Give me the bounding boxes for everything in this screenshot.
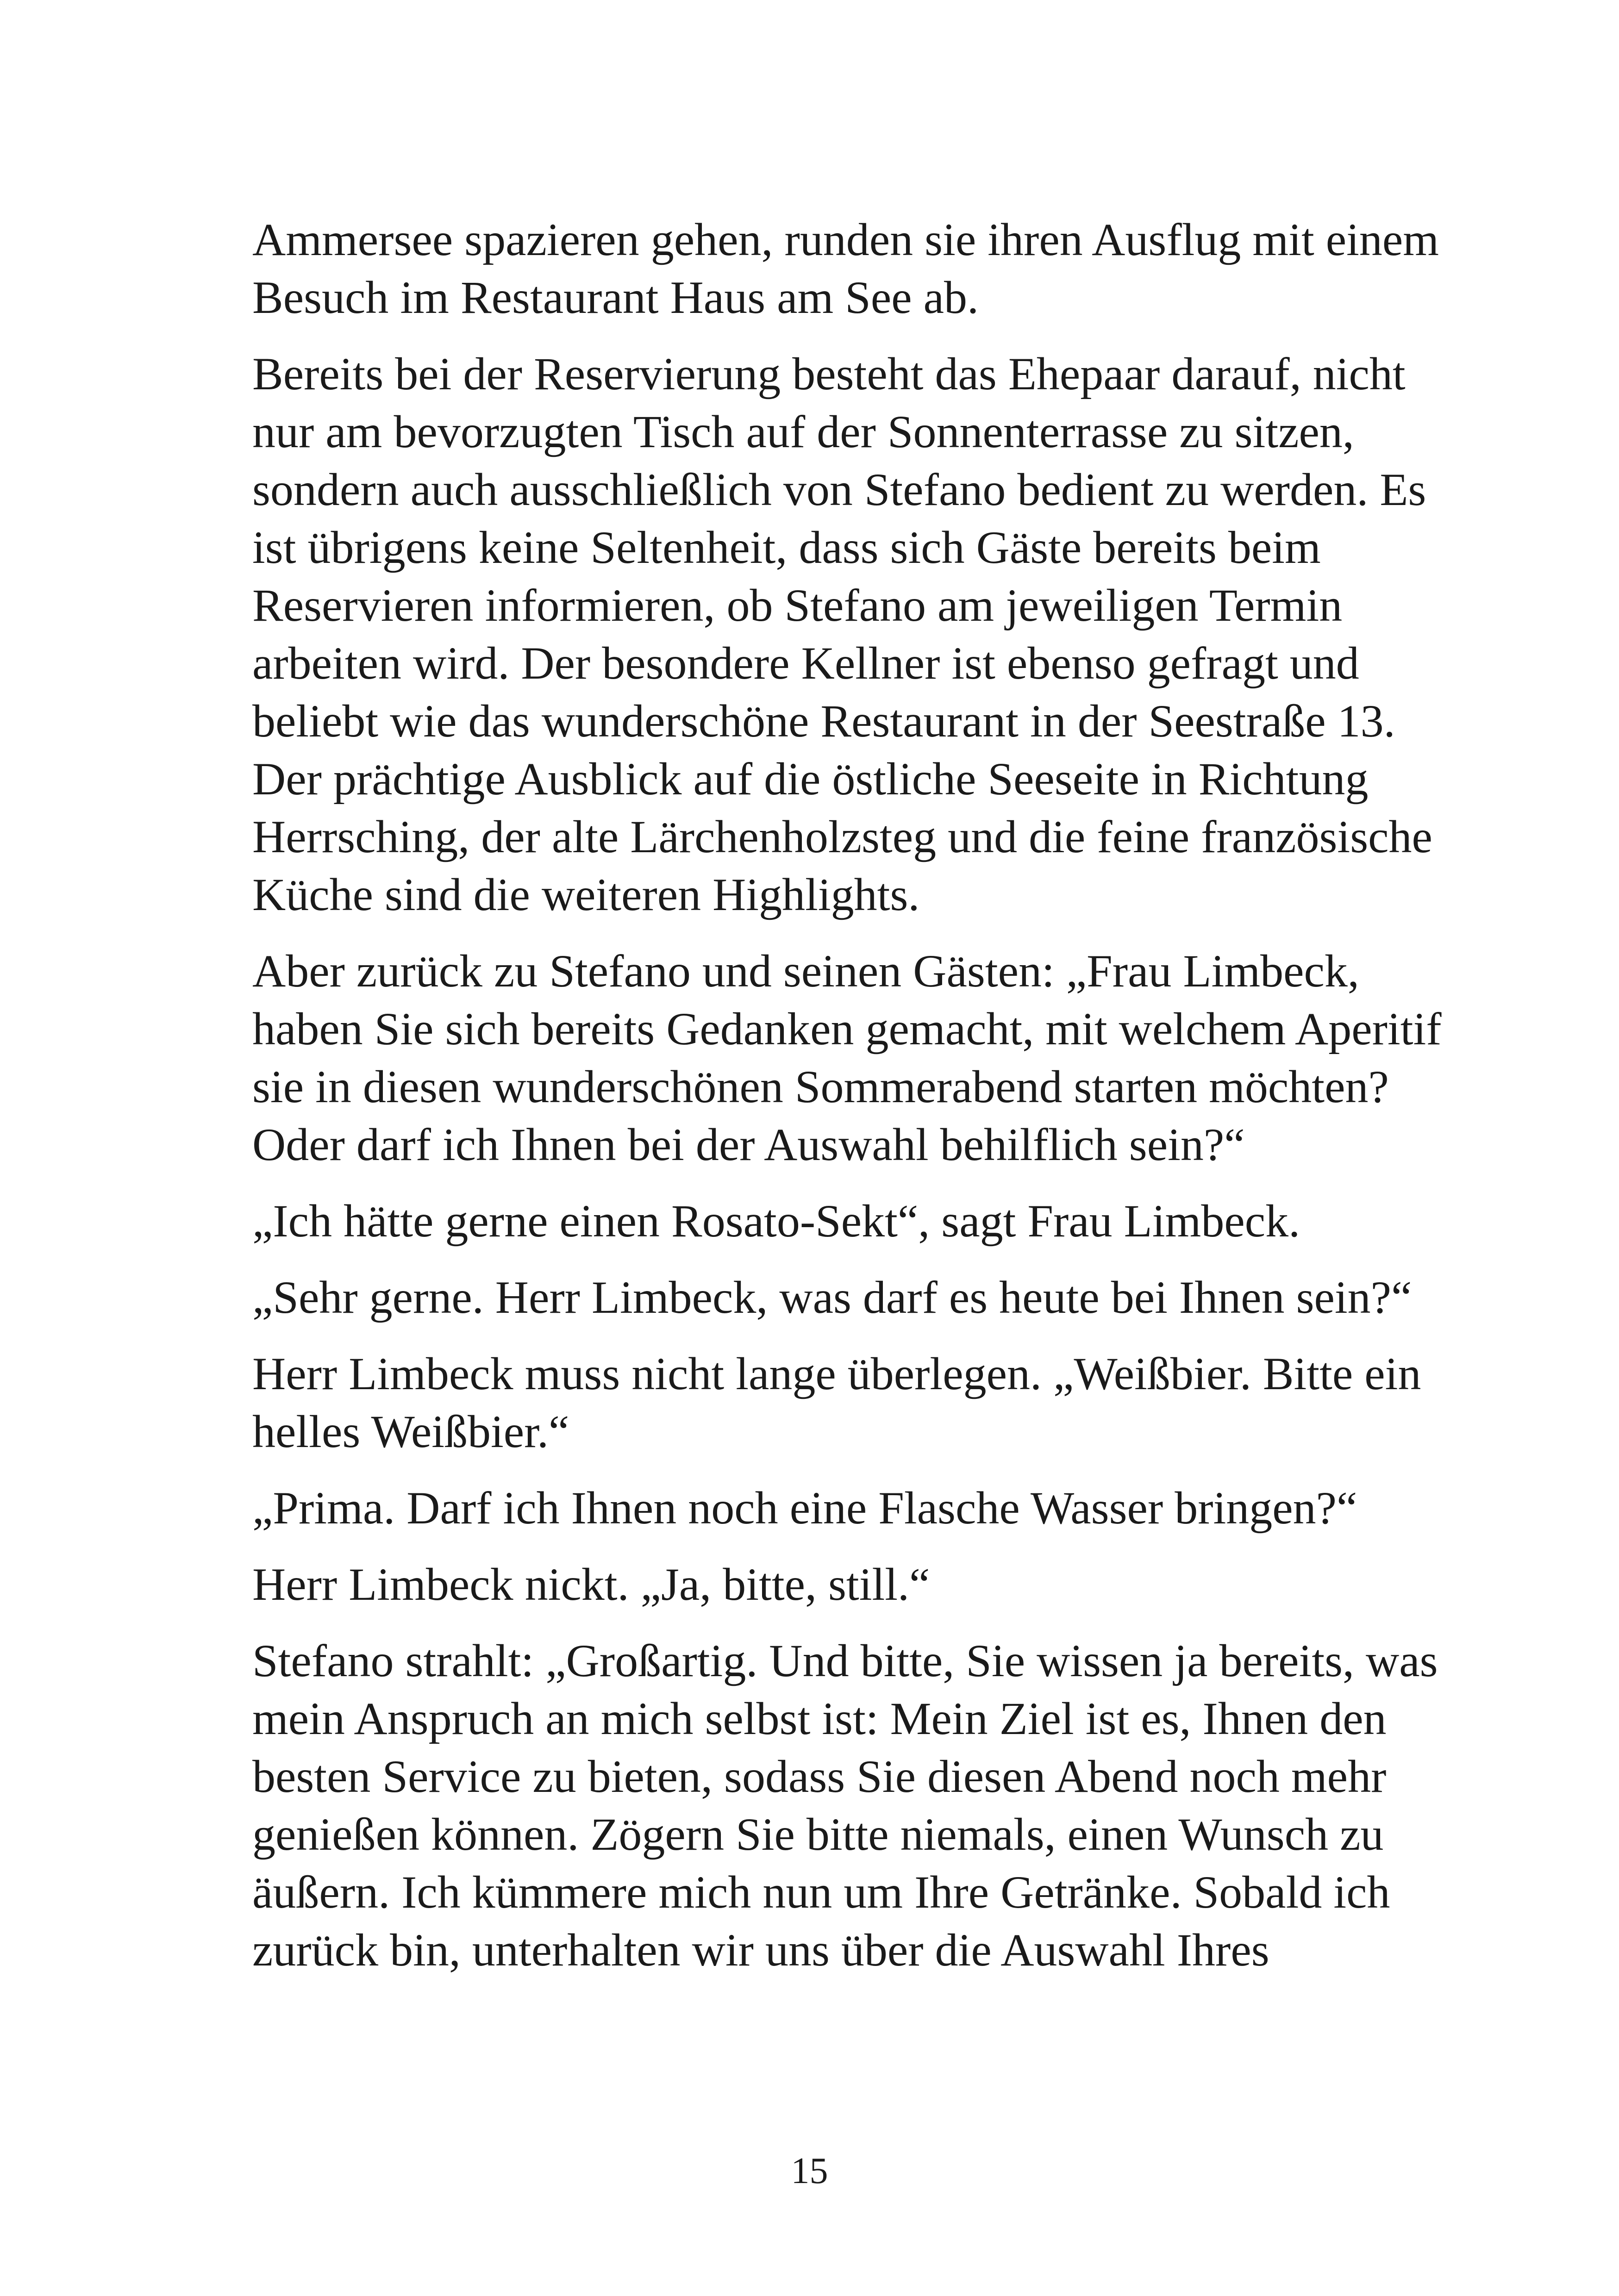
text-line: Der prächtige Ausblick auf die östliche Seeseite in Richtung — [252, 753, 1369, 805]
paragraph-gap — [252, 923, 1438, 942]
paragraph-gap — [252, 1326, 1438, 1345]
paragraph — [252, 1555, 1438, 1613]
text-line: Bereits bei der Reservierung besteht das Ehepaar darauf, nicht — [252, 348, 1406, 399]
text-line: besten Service zu bieten, sodass Sie diesen Abend noch mehr — [252, 1751, 1387, 1802]
text-line: Aber zurück zu Stefano und seinen Gästen: „Frau Limbeck, — [252, 945, 1359, 997]
text-line: Herrsching, der alte Lärchenholzsteg und die feine französische — [252, 811, 1432, 862]
text-line: genießen können. Zögern Sie bitte niemals, einen Wunsch zu — [252, 1809, 1384, 1860]
text-line: Besuch im Restaurant Haus am See ab. — [252, 272, 979, 323]
paragraph-gap — [252, 1250, 1438, 1268]
text-line: sie in diesen wunderschönen Sommerabend starten möchten? — [252, 1061, 1389, 1112]
text-line: Oder darf ich Ihnen bei der Auswahl behilflich sein?“ — [252, 1119, 1245, 1170]
text-line: mein Anspruch an mich selbst ist: Mein Ziel ist es, Ihnen den — [252, 1693, 1387, 1744]
text-line: Herr Limbeck nickt. „Ja, bitte, still.“ — [252, 1559, 930, 1610]
paragraph — [252, 1192, 1438, 1250]
paragraph-gap — [252, 1537, 1438, 1555]
paragraph — [252, 1479, 1438, 1537]
paragraph — [252, 211, 1438, 326]
paragraph — [252, 942, 1442, 1173]
paragraph — [252, 1632, 1438, 1979]
text-line: Reservieren informieren, ob Stefano am jeweiligen Termin — [252, 580, 1343, 631]
text-line: Stefano strahlt: „Großartig. Und bitte, Sie wissen ja bereits, was — [252, 1635, 1438, 1686]
text-line: Ammersee spazieren gehen, runden sie ihren Ausflug mit einem — [252, 214, 1439, 265]
text-line: „Sehr gerne. Herr Limbeck, was darf es heute bei Ihnen sein?“ — [252, 1272, 1412, 1323]
paragraph — [252, 1345, 1438, 1460]
text-line: arbeiten wird. Der besondere Kellner ist ebenso gefragt und — [252, 637, 1359, 689]
text-line: zurück bin, unterhalten wir uns über die Auswahl Ihres — [252, 1924, 1269, 1976]
text-line: sondern auch ausschließlich von Stefano bedient zu werden. Es — [252, 464, 1426, 515]
paragraph — [252, 1268, 1438, 1326]
body-text — [252, 211, 1442, 1979]
text-line: äußern. Ich kümmere mich nun um Ihre Getränke. Sobald ich — [252, 1866, 1390, 1918]
page-number: 15 — [791, 2151, 828, 2191]
text-line: beliebt wie das wunderschöne Restaurant in der Seestraße 13. — [252, 695, 1395, 747]
text-line: „Ich hätte gerne einen Rosato-Sekt“, sagt Frau Limbeck. — [252, 1195, 1300, 1247]
text-line: haben Sie sich bereits Gedanken gemacht, mit welchem Aperitif — [252, 1003, 1442, 1054]
paragraph-gap — [252, 326, 1438, 345]
paragraph-gap — [252, 1460, 1438, 1479]
paragraph-gap — [252, 1173, 1438, 1192]
text-line: ist übrigens keine Seltenheit, dass sich Gäste bereits beim — [252, 522, 1321, 573]
text-line: Herr Limbeck muss nicht lange überlegen. „Weißbier. Bitte ein — [252, 1348, 1421, 1399]
text-line: „Prima. Darf ich Ihnen noch eine Flasche Wasser bringen?“ — [252, 1482, 1357, 1534]
paragraph-gap — [252, 1613, 1438, 1632]
text-line: helles Weißbier.“ — [252, 1406, 569, 1457]
text-line: Küche sind die weiteren Highlights. — [252, 869, 920, 920]
paragraph — [252, 345, 1438, 923]
text-line: nur am bevorzugten Tisch auf der Sonnenterrasse zu sitzen, — [252, 406, 1354, 457]
